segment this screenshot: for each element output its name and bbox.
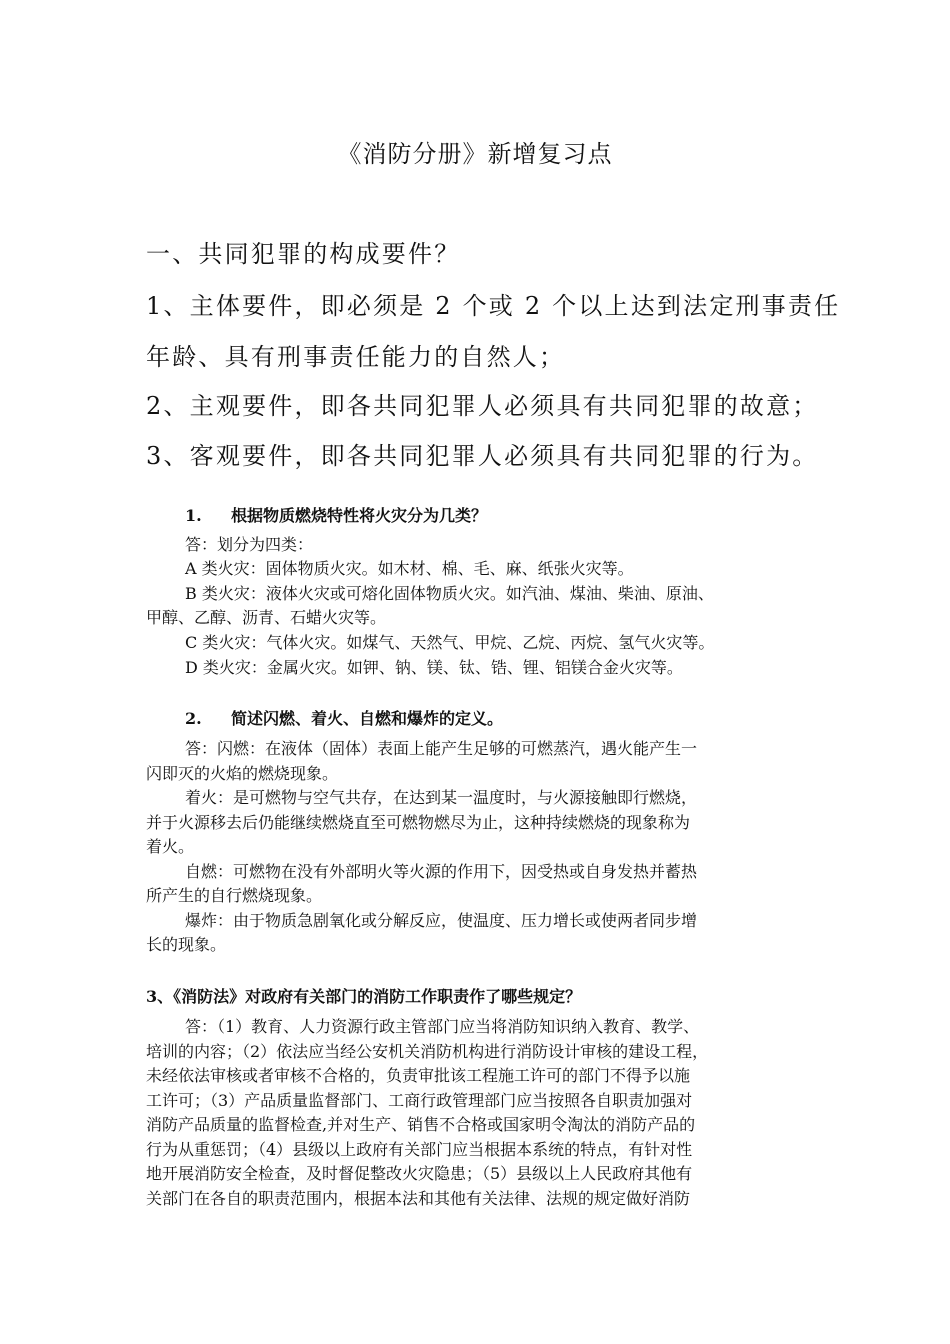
answer-line: 爆炸：由于物质急剧氧化或分解反应，使温度、压力增长或使两者同步增 bbox=[185, 911, 698, 930]
answer-line: 答：（1）教育、人力资源行政主管部门应当将消防知识纳入教育、教学、 bbox=[185, 1017, 700, 1036]
section1-line: 年龄、具有刑事责任能力的自然人； bbox=[146, 343, 566, 371]
answer-line: 长的现象。 bbox=[146, 935, 227, 954]
question-number: 1. bbox=[185, 506, 202, 525]
answer-line: 甲醇、乙醇、沥青、石蜡火灾等。 bbox=[146, 608, 387, 627]
section1-line: 2、主观要件，即各共同犯罪人必须具有共同犯罪的故意； bbox=[146, 392, 819, 420]
answer-line: B 类火灾：液体火灾或可熔化固体物质火灾。如汽油、煤油、柴油、原油、 bbox=[185, 584, 714, 603]
answer-line: A 类火灾：固体物质火灾。如木材、棉、毛、麻、纸张火灾等。 bbox=[185, 559, 634, 578]
question-text: 根据物质燃烧特性将火灾分为几类？ bbox=[231, 506, 488, 525]
answer-line: 闪即灭的火焰的燃烧现象。 bbox=[146, 764, 339, 783]
section1-line: 3、客观要件，即各共同犯罪人必须具有共同犯罪的行为。 bbox=[146, 442, 819, 470]
question-3-heading: 3、《消防法》对政府有关部门的消防工作职责作了哪些规定？ bbox=[146, 987, 582, 1006]
answer-line: 自燃：可燃物在没有外部明火等火源的作用下，因受热或自身发热并蓄热 bbox=[185, 862, 698, 881]
section1-heading: 一、共同犯罪的构成要件？ bbox=[146, 240, 461, 268]
answer-line: 地开展消防安全检查，及时督促整改火灾隐患；（5）县级以上人民政府其他有 bbox=[146, 1164, 693, 1183]
answer-line: 行为从重惩罚；（4）县级以上政府有关部门应当根据本系统的特点，有针对性 bbox=[146, 1140, 693, 1159]
answer-line: 着火：是可燃物与空气共存，在达到某一温度时，与火源接触即行燃烧， bbox=[185, 788, 698, 807]
answer-line: 答：划分为四类： bbox=[185, 535, 314, 554]
answer-line: 所产生的自行燃烧现象。 bbox=[146, 886, 323, 905]
answer-line: 消防产品质量的监督检查,并对生产、销售不合格或国家明令淘汰的消防产品的 bbox=[146, 1115, 696, 1134]
answer-line: 关部门在各自的职责范围内，根据本法和其他有关法律、法规的规定做好消防 bbox=[146, 1189, 691, 1208]
answer-line: D 类火灾：金属火灾。如钾、钠、镁、钛、锆、锂、铝镁合金火灾等。 bbox=[185, 658, 683, 677]
page-title: 《消防分册》新增复习点 bbox=[337, 140, 613, 168]
answer-line: 未经依法审核或者审核不合格的，负责审批该工程施工许可的部门不得予以施 bbox=[146, 1066, 691, 1085]
question-number: 2. bbox=[185, 709, 202, 728]
question-1-heading bbox=[185, 503, 487, 526]
answer-line: 培训的内容；（2）依法应当经公安机关消防机构进行消防设计审核的建设工程， bbox=[146, 1042, 709, 1061]
answer-line: 工许可；（3）产品质量监督部门、工商行政管理部门应当按照各自职责加强对 bbox=[146, 1091, 693, 1110]
answer-line: 并于火源移去后仍能继续燃烧直至可燃物燃尽为止，这种持续燃烧的现象称为 bbox=[146, 813, 691, 832]
question-text: 简述闪燃、着火、自燃和爆炸的定义。 bbox=[231, 709, 504, 728]
answer-line: 答：闪燃：在液体（固体）表面上能产生足够的可燃蒸汽，遇火能产生一 bbox=[185, 739, 698, 758]
answer-line: C 类火灾：气体火灾。如煤气、天然气、甲烷、乙烷、丙烷、氢气火灾等。 bbox=[185, 633, 715, 652]
question-2-heading bbox=[185, 706, 503, 729]
answer-line: 着火。 bbox=[146, 837, 195, 856]
section1-line: 1、主体要件，即必须是 2 个或 2 个以上达到法定刑事责任 bbox=[146, 292, 841, 320]
